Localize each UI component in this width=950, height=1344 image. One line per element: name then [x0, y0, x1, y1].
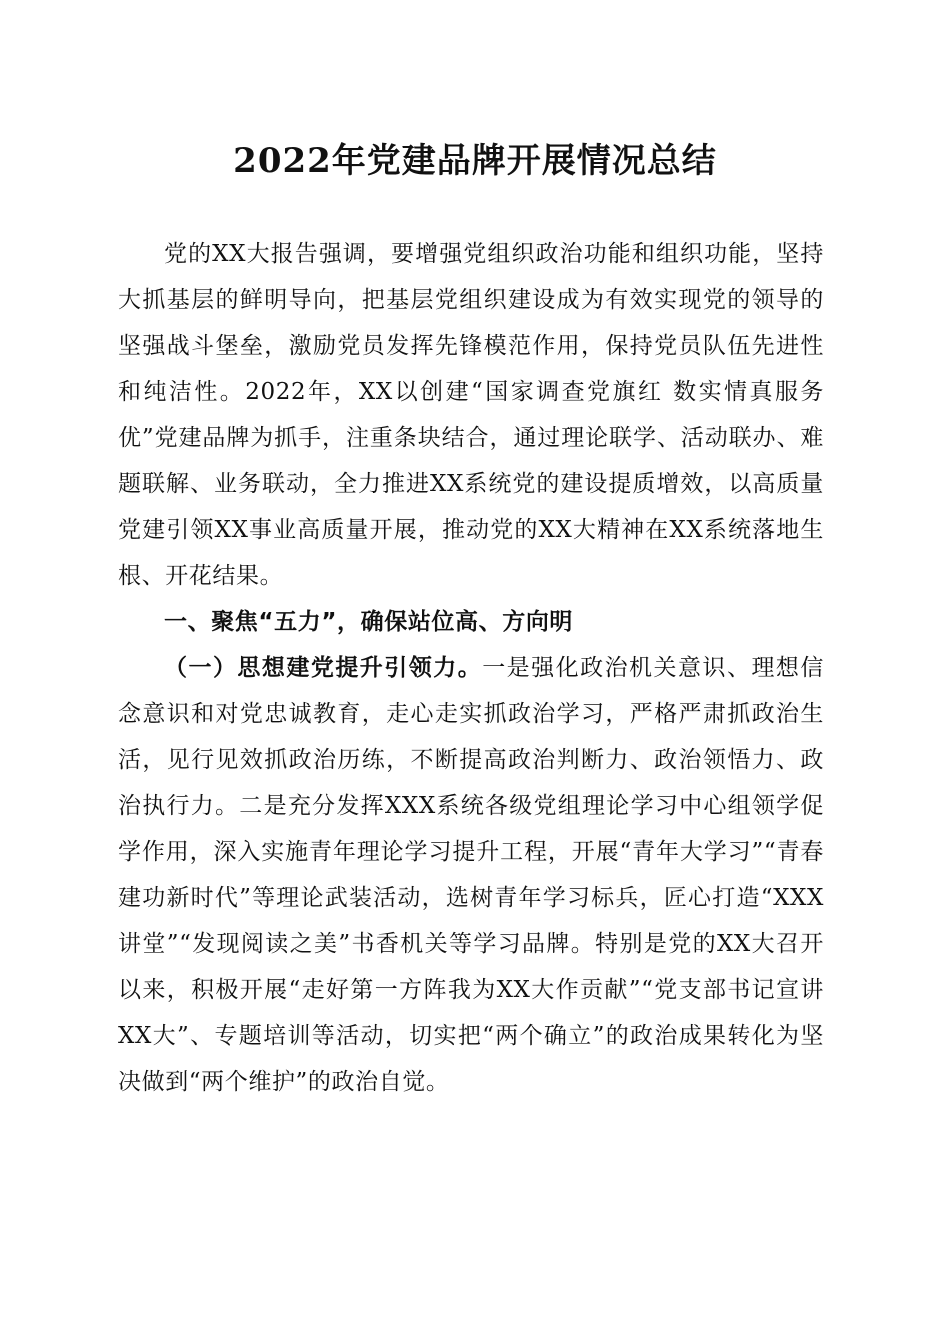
intro-paragraph: 党的XX大报告强调，要增强党组织政治功能和组织功能，坚持大抓基层的鲜明导向，把基层党组织建设成为有效实现党的领导的坚强战斗堡垒，激励党员发挥先锋模范作用，保持党员队伍先进性和纯洁性。2022年，XX以创建“国家调查党旗红 数实情真服务优”党建品牌为抓手，注重条块结合，通过理论联学、活动联办、难题联解、业务联动，全力推进XX系统党的建设提质增效，以高质量党建引领XX事业高质量开展，推动党的XX大精神在XX系统落地生根、开花结果。: [118, 241, 824, 589]
section-1-heading: 一、聚焦“五力”，确保站位高、方向明: [164, 609, 574, 635]
subsection-1-heading: （一）思想建党提升引领力。: [164, 655, 483, 681]
subsection-1-body: 一是强化政治机关意识、理想信念意识和对党忠诚教育，走心走实抓政治学习，严格严肃抓政治生活，见行见效抓政治历练，不断提高政治判断力、政治领悟力、政治执行力。二是充分发挥XXX系统各级党组理论学习中心组领学促学作用，深入实施青年理论学习提升工程，开展“青年大学习”“青春建功新时代”等理论武装活动，选树青年学习标兵，匠心打造“XXX讲堂”“发现阅读之美”书香机关等学习品牌。特别是党的XX大召开以来，积极开展“走好第一方阵我为XX大作贡献”“党支部书记宣讲XX大”、专题培训等活动，切实把“两个确立”的政治成果转化为坚决做到“两个维护”的政治自觉。: [118, 655, 824, 1095]
subsection-1-paragraph: [118, 645, 824, 1105]
document-body: [118, 231, 824, 1105]
document-title: 2022年党建品牌开展情况总结: [233, 141, 717, 181]
